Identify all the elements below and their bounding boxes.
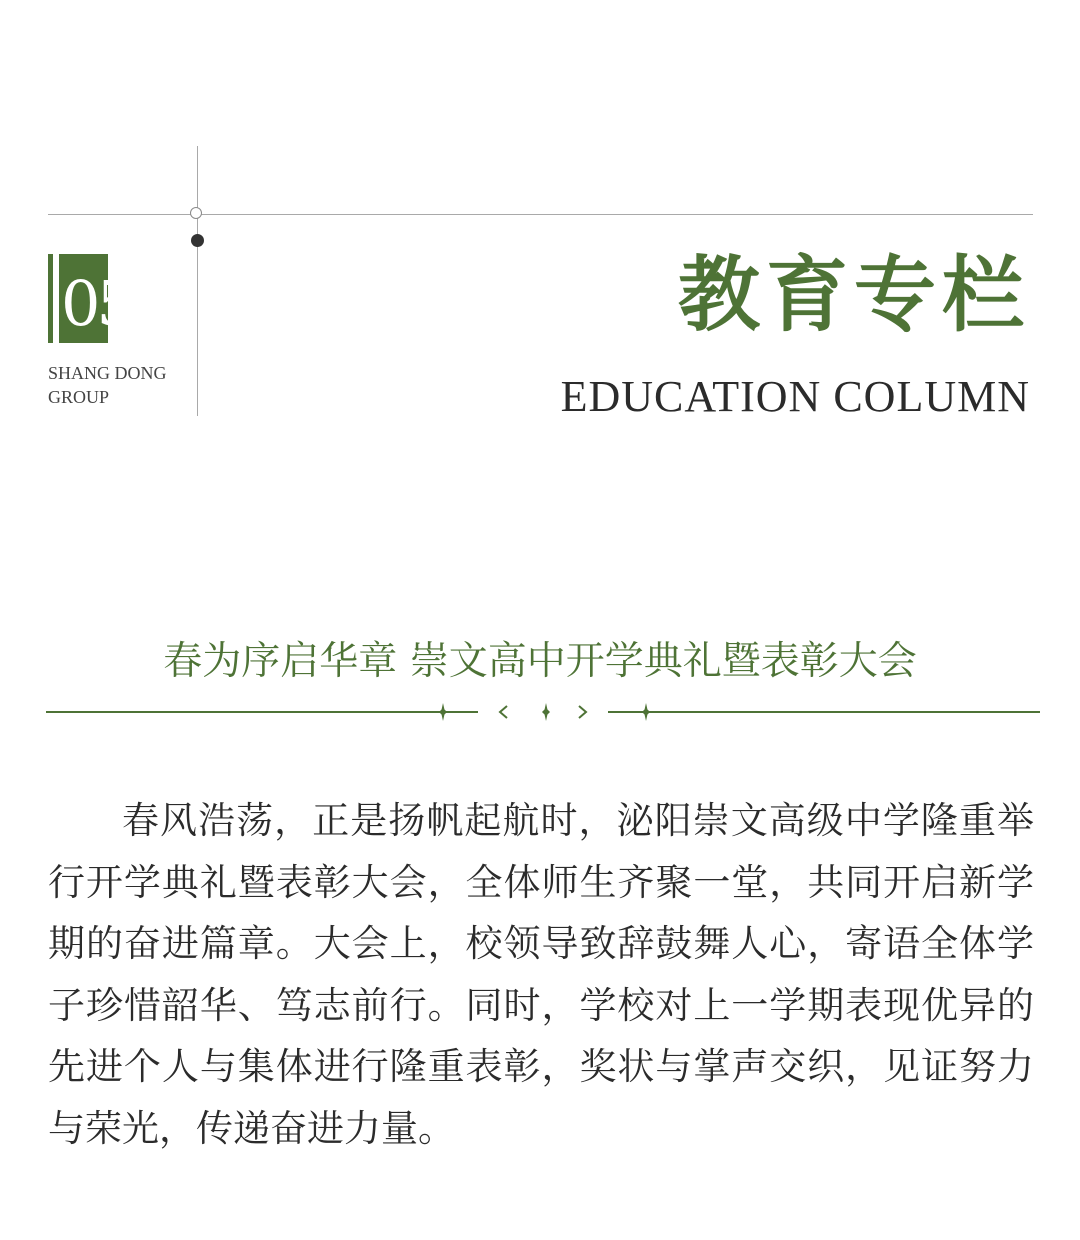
center-star-icon — [542, 703, 550, 721]
column-title-english: EDUCATION COLUMN — [560, 372, 1030, 421]
header-vertical-rule — [197, 146, 198, 416]
group-name-line2: GROUP — [48, 387, 110, 407]
issue-number-badge — [48, 254, 132, 343]
article-title: 春为序启华章 崇文高中开学典礼暨表彰大会 — [163, 639, 917, 684]
group-name-line1: SHANG DONG — [48, 363, 167, 383]
ring-marker-icon — [190, 207, 202, 219]
right-star-icon — [642, 703, 650, 721]
chevron-left-icon — [500, 706, 507, 718]
issue-badge-stripe — [53, 254, 59, 343]
chevron-right-icon — [579, 706, 586, 718]
issue-number: 05 — [61, 267, 132, 340]
column-title-chinese: 教育专栏 — [677, 248, 1030, 343]
title-divider-ornament — [46, 696, 1040, 726]
dot-marker-icon — [191, 234, 204, 247]
article-body: 春风浩荡，正是扬帆起航时，泌阳崇文高级中学隆重举行开学典礼暨表彰大会，全体师生齐聚一堂，共同开启新学期的奋进篇章。大会上，校领导致辞鼓舞人心，寄语全体学子珍惜韶华、笃志前行。同时，学校对上一学期表现优异的先进个人与集体进行隆重表彰，奖状与掌声交织，见证努力与荣光，传递奋进力量。 — [48, 799, 1034, 1150]
left-star-icon — [439, 703, 447, 721]
group-name — [48, 361, 188, 409]
